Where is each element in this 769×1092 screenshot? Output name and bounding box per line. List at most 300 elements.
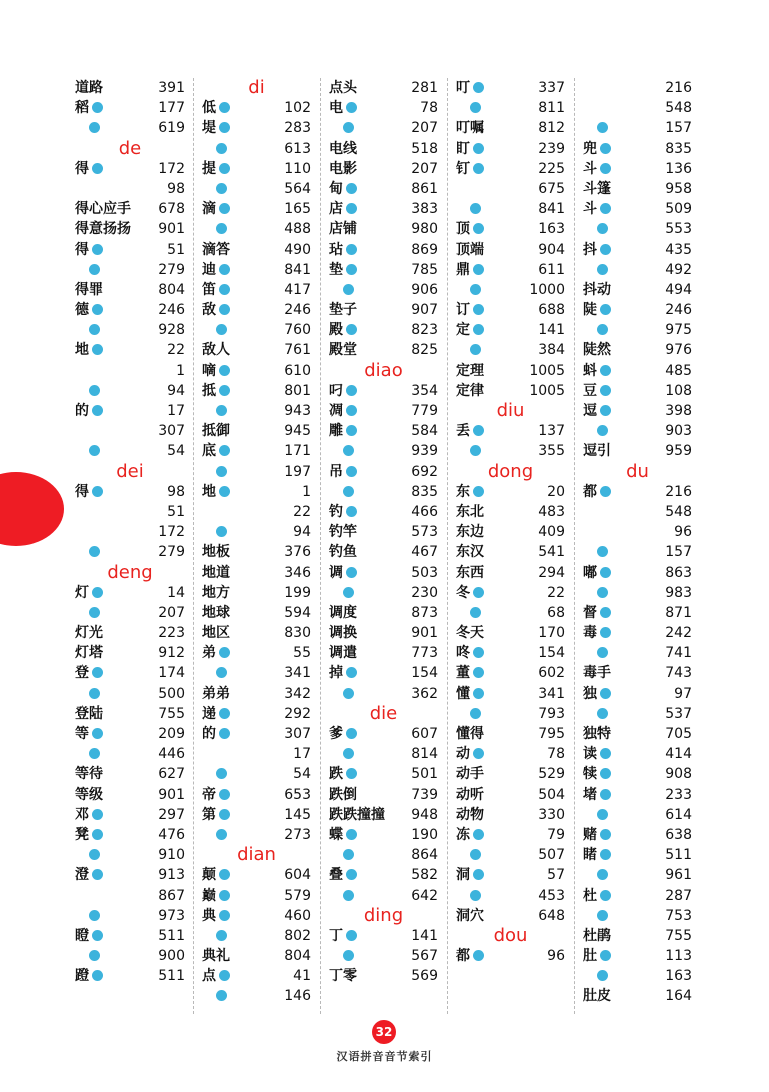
reading-badge-icon <box>473 688 484 699</box>
entry-word <box>456 118 484 138</box>
index-entry <box>456 159 565 179</box>
index-entry <box>202 139 311 159</box>
reading-badge-icon <box>216 143 227 154</box>
reading-badge-icon <box>597 546 608 557</box>
entry-word <box>202 219 227 239</box>
index-entry <box>329 583 438 603</box>
index-entry <box>75 179 185 199</box>
index-entry <box>583 320 692 340</box>
entry-word-text: 毒 <box>583 625 597 642</box>
entry-page-number: 197 <box>284 463 311 480</box>
column-divider <box>574 78 575 1014</box>
entry-word <box>75 805 103 825</box>
entry-word <box>202 906 230 926</box>
entry-page-number: 755 <box>158 705 185 722</box>
index-entry <box>583 825 692 845</box>
entry-page-number: 54 <box>167 443 185 460</box>
entry-page-number: 141 <box>411 927 438 944</box>
entry-page-number: 96 <box>674 524 692 541</box>
entry-word <box>329 583 354 603</box>
reading-badge-icon <box>89 546 100 557</box>
index-entry <box>329 946 438 966</box>
entry-page-number: 163 <box>538 221 565 238</box>
entry-word <box>202 643 230 663</box>
entry-word <box>329 684 354 704</box>
index-entry <box>583 583 692 603</box>
entry-page-number: 174 <box>158 665 185 682</box>
reading-badge-icon <box>219 445 230 456</box>
entry-word <box>75 340 103 360</box>
entry-word-text: 都 <box>583 483 597 500</box>
index-entry <box>583 441 692 461</box>
entry-page-number: 785 <box>411 261 438 278</box>
index-column-3 <box>329 78 438 986</box>
index-entry <box>329 159 438 179</box>
index-entry <box>329 603 438 623</box>
reading-badge-icon <box>600 203 611 214</box>
entry-word <box>583 623 611 643</box>
index-entry <box>583 482 692 502</box>
syllable-heading: dou <box>493 924 528 946</box>
entry-word <box>329 643 357 663</box>
index-entry <box>329 684 438 704</box>
index-entry <box>329 724 438 744</box>
entry-word-text: 动听 <box>456 786 484 803</box>
entry-word <box>456 159 484 179</box>
index-entry <box>329 744 438 764</box>
entry-word <box>329 845 354 865</box>
index-entry <box>583 906 692 926</box>
entry-page-number: 511 <box>665 847 692 864</box>
entry-word-text: 掉 <box>329 665 343 682</box>
entry-word <box>202 441 230 461</box>
entry-word-text: 东北 <box>456 503 484 520</box>
syllable-heading: ding <box>363 904 404 926</box>
entry-page-number: 51 <box>167 503 185 520</box>
entry-page-number: 511 <box>158 927 185 944</box>
index-entry <box>583 845 692 865</box>
reading-badge-icon <box>219 102 230 113</box>
reading-badge-icon <box>473 748 484 759</box>
entry-word-text: 雕 <box>329 423 343 440</box>
entry-word-text: 订 <box>456 302 470 319</box>
entry-word-text: 殿堂 <box>329 342 357 359</box>
entry-word <box>202 118 230 138</box>
index-entry <box>456 704 565 724</box>
index-entry <box>329 118 438 138</box>
entry-page-number: 653 <box>284 786 311 803</box>
entry-page-number: 362 <box>411 685 438 702</box>
reading-badge-icon <box>346 102 357 113</box>
entry-page-number: 903 <box>665 423 692 440</box>
entry-word-text: 地球 <box>202 604 230 621</box>
entry-word-text: 陡 <box>583 302 597 319</box>
index-entry <box>456 744 565 764</box>
index-entry <box>456 865 565 885</box>
entry-word-text: 地道 <box>202 564 230 581</box>
index-entry <box>202 421 311 441</box>
index-entry <box>583 361 692 381</box>
entry-page-number: 835 <box>411 483 438 500</box>
index-entry <box>456 643 565 663</box>
entry-word <box>329 441 354 461</box>
index-entry <box>583 643 692 663</box>
reading-badge-icon <box>92 344 103 355</box>
index-entry <box>583 502 692 522</box>
index-entry <box>202 643 311 663</box>
entry-page-number: 976 <box>665 342 692 359</box>
entry-word <box>75 381 100 401</box>
reading-badge-icon <box>216 526 227 537</box>
reading-badge-icon <box>92 667 103 678</box>
entry-word-text: 独特 <box>583 726 611 742</box>
entry-word <box>329 946 354 966</box>
index-entry <box>456 179 565 199</box>
entry-word <box>75 401 103 421</box>
index-entry <box>329 482 438 502</box>
entry-word <box>329 340 357 360</box>
reading-badge-icon <box>219 163 230 174</box>
index-entry <box>583 886 692 906</box>
entry-page-number: 98 <box>167 483 185 500</box>
entry-page-number: 529 <box>538 766 565 783</box>
entry-page-number: 573 <box>411 524 438 541</box>
entry-word <box>583 583 608 603</box>
index-entry <box>583 563 692 583</box>
entry-page-number: 355 <box>538 443 565 460</box>
entry-word-text: 杜 <box>583 887 597 904</box>
entry-word <box>202 159 230 179</box>
index-entry <box>329 542 438 562</box>
entry-word-text: 冬 <box>456 584 470 601</box>
entry-word <box>456 219 484 239</box>
entry-page-number: 216 <box>665 483 692 500</box>
entry-word <box>583 260 608 280</box>
index-entry <box>583 946 692 966</box>
index-entry <box>329 966 438 986</box>
entry-word <box>75 825 103 845</box>
entry-word <box>456 643 484 663</box>
reading-badge-icon <box>346 466 357 477</box>
index-entry <box>456 764 565 784</box>
entry-word-text: 递 <box>202 705 216 722</box>
entry-word <box>456 139 484 159</box>
index-entry <box>456 219 565 239</box>
index-entry <box>583 522 692 542</box>
entry-word <box>583 926 611 946</box>
index-entry <box>456 845 565 865</box>
index-entry <box>202 522 311 542</box>
entry-word-text: 电影 <box>329 160 357 177</box>
reading-badge-icon <box>89 607 100 618</box>
entry-page-number: 835 <box>665 140 692 157</box>
reading-badge-icon <box>219 708 230 719</box>
entry-word <box>583 300 611 320</box>
entry-word <box>329 805 385 825</box>
entry-page-number: 537 <box>665 705 692 722</box>
entry-word <box>456 482 484 502</box>
entry-page-number: 503 <box>411 564 438 581</box>
entry-word <box>456 764 484 784</box>
entry-word <box>202 825 227 845</box>
entry-word-text: 蚪 <box>583 362 597 379</box>
entry-page-number: 871 <box>665 604 692 621</box>
index-entry <box>202 986 311 1006</box>
entry-word <box>583 340 611 360</box>
entry-page-number: 346 <box>284 564 311 581</box>
reading-badge-icon <box>473 264 484 275</box>
index-entry <box>202 199 311 219</box>
index-entry <box>202 240 311 260</box>
index-entry <box>75 280 185 300</box>
index-entry <box>202 260 311 280</box>
index-entry <box>329 462 438 482</box>
entry-word-text: 洞 <box>456 867 470 884</box>
entry-word <box>329 462 357 482</box>
entry-page-number: 841 <box>538 201 565 218</box>
entry-word <box>329 199 357 219</box>
entry-page-number: 292 <box>284 705 311 722</box>
entry-page-number: 485 <box>665 362 692 379</box>
entry-page-number: 94 <box>293 524 311 541</box>
entry-word <box>202 340 230 360</box>
entry-page-number: 163 <box>665 968 692 985</box>
reading-badge-icon <box>600 244 611 255</box>
index-entry <box>583 98 692 118</box>
entry-word-text: 犊 <box>583 766 597 783</box>
entry-page-number: 678 <box>158 201 185 218</box>
entry-word <box>456 361 484 381</box>
entry-word-text: 垫 <box>329 261 343 278</box>
reading-badge-icon <box>216 930 227 941</box>
entry-page-number: 137 <box>538 423 565 440</box>
entry-word <box>329 482 354 502</box>
entry-page-number: 273 <box>284 826 311 843</box>
index-entry <box>583 623 692 643</box>
entry-page-number: 795 <box>538 726 565 742</box>
entry-word-text: 都 <box>456 948 470 965</box>
entry-word <box>456 805 484 825</box>
entry-word-text: 低 <box>202 100 216 117</box>
entry-page-number: 761 <box>284 342 311 359</box>
entry-word-text: 嘟 <box>583 564 597 581</box>
entry-word <box>202 421 230 441</box>
reading-badge-icon <box>89 950 100 961</box>
index-entry <box>329 785 438 805</box>
index-entry <box>456 502 565 522</box>
entry-word <box>75 704 103 724</box>
index-entry <box>329 340 438 360</box>
entry-page-number: 627 <box>158 766 185 783</box>
entry-word <box>202 623 230 643</box>
index-entry <box>456 805 565 825</box>
reading-badge-icon <box>343 587 354 598</box>
index-entry <box>329 886 438 906</box>
index-entry <box>75 946 185 966</box>
reading-badge-icon <box>346 244 357 255</box>
index-entry <box>202 886 311 906</box>
entry-word <box>456 522 484 542</box>
entry-page-number: 279 <box>158 544 185 561</box>
reading-badge-icon <box>600 486 611 497</box>
reading-badge-icon <box>600 405 611 416</box>
entry-page-number: 157 <box>665 120 692 137</box>
entry-page-number: 22 <box>293 503 311 520</box>
entry-word <box>329 522 357 542</box>
entry-word-text: 典 <box>202 907 216 924</box>
reading-badge-icon <box>600 950 611 961</box>
entry-word-text: 嘀 <box>202 362 216 379</box>
reading-badge-icon <box>346 183 357 194</box>
entry-word-text: 底 <box>202 443 216 460</box>
entry-page-number: 973 <box>158 907 185 924</box>
entry-page-number: 867 <box>158 887 185 904</box>
entry-word-text: 肚皮 <box>583 988 611 1005</box>
entry-word <box>202 542 230 562</box>
entry-page-number: 97 <box>674 685 692 702</box>
reading-badge-icon <box>346 405 357 416</box>
index-entry <box>329 260 438 280</box>
index-entry <box>583 704 692 724</box>
entry-word <box>583 865 608 885</box>
entry-page-number: 912 <box>158 645 185 662</box>
entry-word <box>75 623 103 643</box>
entry-word <box>202 926 227 946</box>
entry-word <box>456 744 484 764</box>
entry-page-number: 958 <box>665 180 692 197</box>
index-entry <box>329 522 438 542</box>
index-entry <box>329 825 438 845</box>
entry-page-number: 246 <box>284 302 311 319</box>
entry-word <box>202 966 230 986</box>
entry-word <box>329 966 357 986</box>
entry-word <box>75 845 100 865</box>
index-entry <box>583 260 692 280</box>
entry-page-number: 793 <box>538 705 565 722</box>
entry-page-number: 102 <box>284 100 311 117</box>
entry-page-number: 569 <box>411 968 438 985</box>
index-entry <box>456 603 565 623</box>
entry-word-text: 店 <box>329 201 343 218</box>
index-entry <box>329 381 438 401</box>
entry-word <box>456 785 484 805</box>
entry-page-number: 841 <box>284 261 311 278</box>
entry-word <box>456 583 484 603</box>
index-entry <box>75 906 185 926</box>
entry-word-text: 跌 <box>329 766 343 783</box>
reading-badge-icon <box>89 849 100 860</box>
entry-word-text: 鼎 <box>456 261 470 278</box>
reading-badge-icon <box>92 405 103 416</box>
entry-word <box>75 542 100 562</box>
entry-word <box>583 199 611 219</box>
entry-word <box>456 300 484 320</box>
reading-badge-icon <box>346 506 357 517</box>
entry-page-number: 492 <box>665 261 692 278</box>
index-entry <box>456 98 565 118</box>
index-entry <box>75 240 185 260</box>
entry-word-text: 调 <box>329 564 343 581</box>
index-entry <box>329 643 438 663</box>
index-entry <box>75 118 185 138</box>
entry-word <box>583 825 611 845</box>
reading-badge-icon <box>473 647 484 658</box>
entry-page-number: 230 <box>411 584 438 601</box>
index-column-1 <box>75 78 185 986</box>
syllable-heading: dong <box>487 460 534 482</box>
reading-badge-icon <box>473 667 484 678</box>
entry-word-text: 灯塔 <box>75 645 103 662</box>
entry-page-number: 22 <box>167 342 185 359</box>
index-entry <box>75 219 185 239</box>
entry-word-text: 稻 <box>75 100 89 117</box>
entry-page-number: 398 <box>665 403 692 419</box>
entry-page-number: 207 <box>158 604 185 621</box>
entry-page-number: 17 <box>167 403 185 419</box>
index-entry <box>583 684 692 704</box>
index-entry <box>456 663 565 683</box>
index-entry <box>456 684 565 704</box>
entry-word <box>583 886 611 906</box>
entry-word <box>456 825 484 845</box>
reading-badge-icon <box>343 950 354 961</box>
entry-page-number: 246 <box>665 302 692 319</box>
index-entry <box>583 381 692 401</box>
reading-badge-icon <box>216 183 227 194</box>
entry-word <box>202 199 230 219</box>
entry-word <box>329 179 357 199</box>
entry-page-number: 638 <box>665 826 692 843</box>
entry-word <box>583 684 611 704</box>
index-entry <box>583 785 692 805</box>
entry-word <box>456 441 481 461</box>
reading-badge-icon <box>219 970 230 981</box>
reading-badge-icon <box>92 486 103 497</box>
entry-word <box>329 320 357 340</box>
entry-word <box>202 401 227 421</box>
index-entry <box>75 764 185 784</box>
entry-page-number: 1005 <box>529 382 565 399</box>
entry-word-text: 电 <box>329 100 343 117</box>
index-entry <box>202 744 311 764</box>
entry-page-number: 79 <box>547 826 565 843</box>
entry-word-text: 德 <box>75 302 89 319</box>
index-entry <box>202 179 311 199</box>
entry-word-text: 得意扬扬 <box>75 221 131 238</box>
entry-word-text: 动物 <box>456 806 484 823</box>
entry-page-number: 239 <box>538 140 565 157</box>
reading-badge-icon <box>600 829 611 840</box>
entry-page-number: 14 <box>167 584 185 601</box>
syllable-heading: die <box>369 702 398 724</box>
entry-word <box>456 421 484 441</box>
entry-word <box>456 240 484 260</box>
entry-word <box>202 583 230 603</box>
entry-word-text: 登陆 <box>75 705 103 722</box>
entry-word-text: 董 <box>456 665 470 682</box>
entry-word <box>75 300 103 320</box>
entry-word-text: 钉 <box>456 160 470 177</box>
reading-badge-icon <box>346 385 357 396</box>
entry-word <box>202 280 230 300</box>
reading-badge-icon <box>597 122 608 133</box>
entry-word <box>456 502 484 522</box>
entry-word <box>329 240 357 260</box>
entry-word-text: 叮 <box>456 80 470 96</box>
entry-word-text: 逗 <box>583 403 597 419</box>
entry-page-number: 341 <box>284 665 311 682</box>
entry-page-number: 342 <box>284 685 311 702</box>
